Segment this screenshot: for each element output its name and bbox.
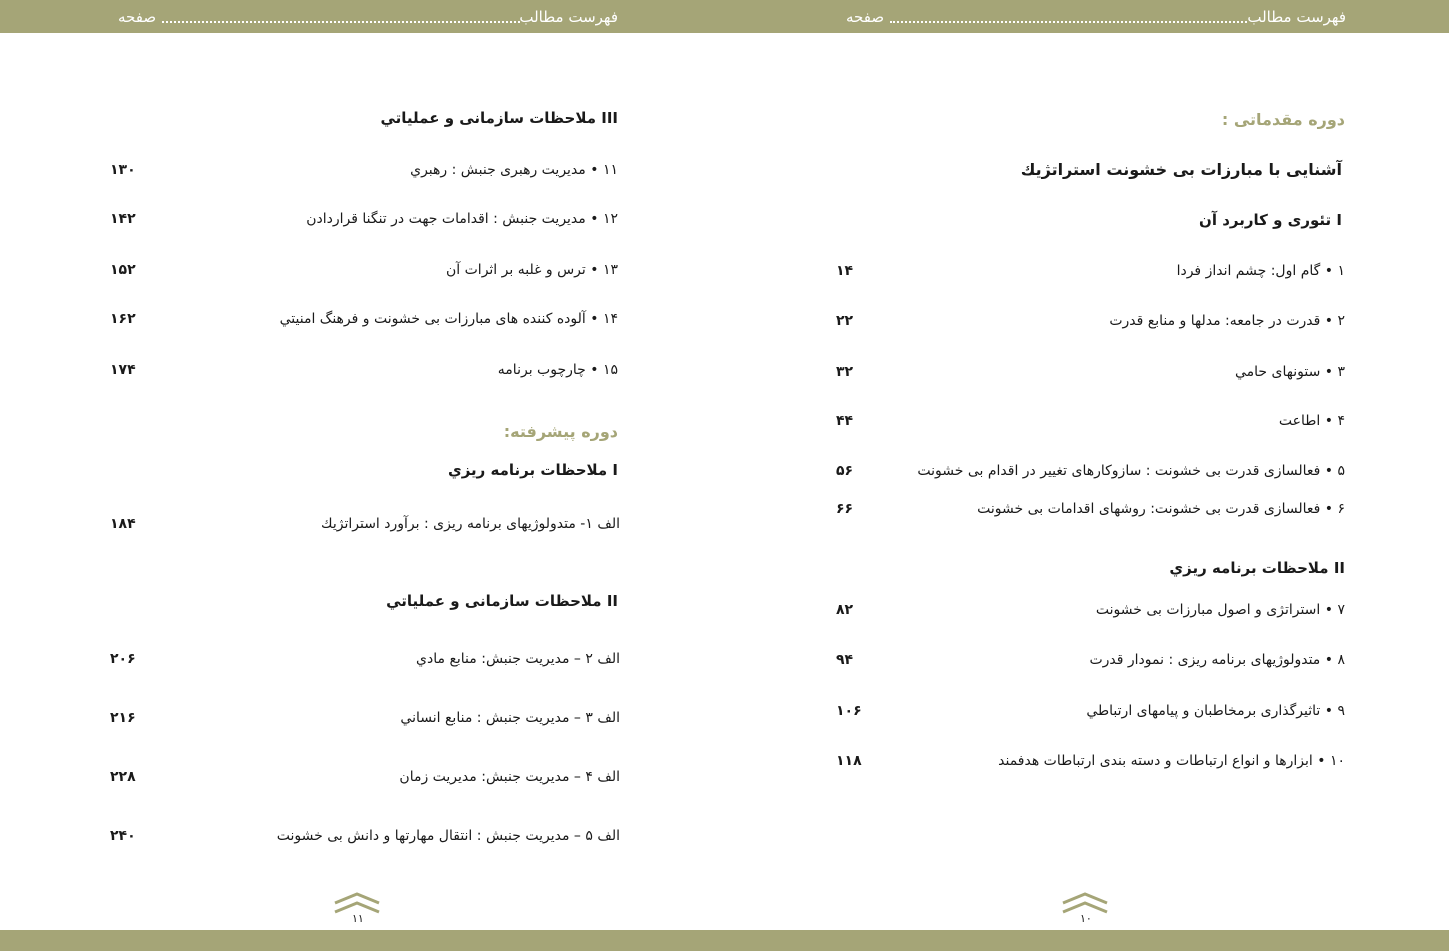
toc-entry-page: ۱۷۴ bbox=[110, 362, 136, 378]
toc-entry-text: ۱۰ • ابزارها و انواع ارتباطات و دسته بندی ارتباطات هدفمند bbox=[998, 753, 1345, 769]
toc-entry-text: ۱ • گام اول: چشم انداز فردا bbox=[1176, 263, 1345, 279]
toc-entry-text: ۳ • ستونهای حامي bbox=[1235, 364, 1345, 380]
toc-entry-text: الف ۵ – مدیریت جنبش : انتقال مهارتها و دانش بی خشونت bbox=[276, 828, 620, 844]
toc-entry-page: ۱۰۶ bbox=[836, 703, 862, 719]
toc-entry-text: ۱۳ • ترس و غلبه بر اثرات آن bbox=[446, 262, 618, 278]
toc-entry-page: ۹۴ bbox=[836, 652, 854, 668]
toc-entry-text: الف ۱- متدولوژیهای برنامه ریزی : برآورد استراتژیك bbox=[321, 516, 620, 532]
toc-entry-page: ۱۴۲ bbox=[110, 211, 136, 227]
book-main-title: آشنایی با مبارزات بی خشونت استراتژیك bbox=[1020, 160, 1342, 179]
toc-entry-page: ۱۸۴ bbox=[110, 516, 136, 532]
toc-entry-text: ۸ • متدولوژیهای برنامه ریزی : نمودار قدرت bbox=[1089, 652, 1345, 668]
toc-entry-page: ۴۴ bbox=[836, 413, 854, 429]
toc-entry-page: ۱۱۸ bbox=[836, 753, 862, 769]
toc-entry-text: الف ۲ – مدیریت جنبش: منابع مادي bbox=[416, 651, 620, 667]
toc-entry-page: ۱۵۲ bbox=[110, 262, 136, 278]
right-header-title: فهرست مطالب bbox=[1247, 8, 1346, 26]
toc-entry-text: ۴ • اطاعت bbox=[1278, 413, 1345, 429]
section-heading-adv-planning: I ملاحظات برنامه ریزي bbox=[447, 461, 618, 479]
toc-entry-page: ۲۱۶ bbox=[110, 710, 136, 726]
left-header-dots bbox=[162, 5, 520, 23]
right-header-page-label: صفحه bbox=[846, 8, 885, 26]
toc-entry-page: ۲۴۰ bbox=[110, 828, 136, 844]
toc-entry-page: ۱۴ bbox=[836, 263, 854, 279]
section-heading-organizational: III ملاحظات سازمانی و عملیاتي bbox=[380, 109, 618, 127]
left-header-page-label: صفحه bbox=[118, 8, 157, 26]
toc-entry-page: ۸۲ bbox=[836, 602, 854, 618]
toc-entry-page: ۵۶ bbox=[836, 463, 854, 479]
toc-entry-text: ۶ • فعالسازی قدرت بی خشونت: روشهای اقدامات بی خشونت bbox=[977, 501, 1345, 517]
toc-entry-text: الف ۳ – مدیریت جنبش : منابع انساني bbox=[400, 710, 620, 726]
toc-entry-text: ۹ • تاثیرگذاری برمخاطبان و پیامهای ارتباطي bbox=[1086, 703, 1345, 719]
toc-entry-text: ۲ • قدرت در جامعه: مدلها و منابع قدرت bbox=[1109, 313, 1345, 329]
toc-entry-text: ۱۴ • آلوده کننده های مبارزات بی خشونت و فرهنگ امنیتي bbox=[279, 311, 618, 327]
page-number: ۱۱ bbox=[352, 912, 364, 925]
toc-entry-page: ۲۲۸ bbox=[110, 769, 136, 785]
toc-entry-text: ۷ • استراتژی و اصول مبارزات بی خشونت bbox=[1095, 602, 1345, 618]
toc-entry-text: ۱۵ • چارچوب برنامه bbox=[497, 362, 618, 378]
toc-entry-page: ۱۶۲ bbox=[110, 311, 136, 327]
toc-entry-page: ۲۰۶ bbox=[110, 651, 136, 667]
double-chevron-up-icon bbox=[333, 892, 381, 914]
toc-entry-text: ۵ • فعالسازی قدرت بی خشونت : سازوکارهای تغییر در اقدام بی خشونت bbox=[917, 463, 1345, 479]
left-header-title: فهرست مطالب bbox=[519, 8, 618, 26]
section-heading-adv-organizational: II ملاحظات سازمانی و عملیاتي bbox=[386, 592, 618, 610]
toc-entry-text: ۱۱ • مدیریت رهبری جنبش : رهبري bbox=[410, 162, 618, 178]
right-header-dots bbox=[890, 5, 1247, 23]
page-number: ۱۰ bbox=[1080, 912, 1092, 925]
toc-entry-page: ۱۳۰ bbox=[110, 162, 136, 178]
section-heading-theory: I تئوری و کاربرد آن bbox=[1199, 211, 1342, 229]
toc-entry-page: ۳۲ bbox=[836, 364, 854, 380]
toc-entry-text: ۱۲ • مدیریت جنبش : اقدامات جهت در تنگنا قراردادن bbox=[306, 211, 618, 227]
footer-band bbox=[0, 930, 1449, 951]
section-heading-planning: II ملاحظات برنامه ریزي bbox=[1169, 559, 1345, 577]
course-title-advanced: دوره پیشرفته: bbox=[503, 422, 618, 441]
toc-entry-page: ۲۲ bbox=[836, 313, 854, 329]
toc-entry-text: الف ۴ – مدیریت جنبش: مدیریت زمان bbox=[399, 769, 620, 785]
course-title-intro: دوره مقدماتی : bbox=[1221, 110, 1345, 129]
double-chevron-up-icon bbox=[1061, 892, 1109, 914]
toc-entry-page: ۶۶ bbox=[836, 501, 854, 517]
